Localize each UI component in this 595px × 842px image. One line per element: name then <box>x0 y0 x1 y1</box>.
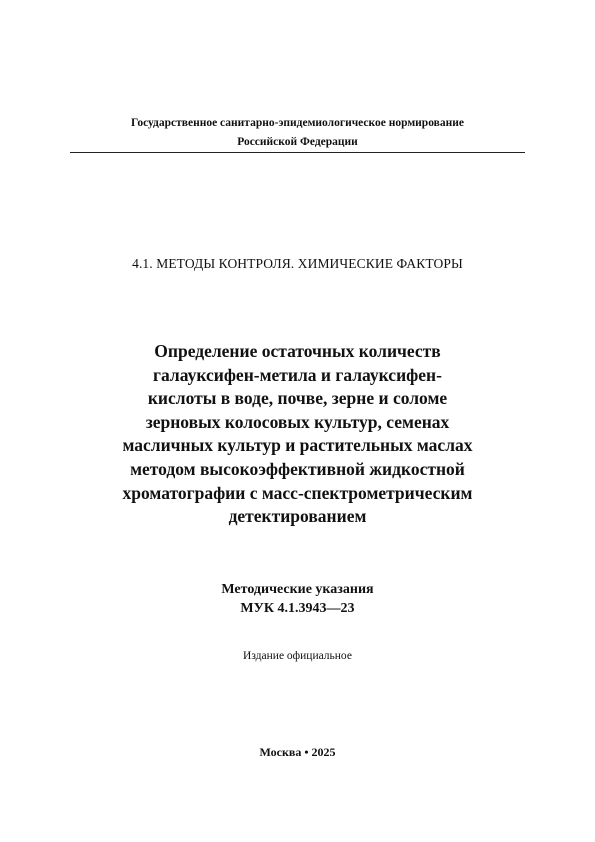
document-code: МУК 4.1.3943—23 <box>240 601 355 616</box>
edition-note: Издание официальное <box>243 650 352 662</box>
issuer-line-2: Российской Федерации <box>237 136 358 148</box>
title-line: кислоты в воде, почве, зерне и соломе <box>147 388 448 409</box>
title-line: детектированием <box>228 506 367 527</box>
title-line: хроматографии с масс-спектрометрическим <box>122 482 473 503</box>
title-line: масличных культур и растительных маслах <box>122 435 473 456</box>
header-divider <box>70 152 525 153</box>
document-title <box>60 340 535 529</box>
title-line: Определение остаточных количеств <box>154 341 441 361</box>
place-and-year: Москва • 2025 <box>259 745 336 759</box>
title-line: галауксифен-метила и галауксифен- <box>153 364 442 385</box>
document-type-name: Методические указания <box>221 582 374 597</box>
issuer-header <box>70 114 525 152</box>
issuer-line-1: Государственное санитарно-эпидемиологическое нормирование <box>131 117 464 129</box>
title-line: зерновых колосовых культур, семенах <box>145 411 450 432</box>
title-line: методом высокоэффективной жидкостной <box>130 458 465 479</box>
document-type <box>60 580 535 618</box>
section-heading: 4.1. МЕТОДЫ КОНТРОЛЯ. ХИМИЧЕСКИЕ ФАКТОРЫ <box>132 256 463 271</box>
